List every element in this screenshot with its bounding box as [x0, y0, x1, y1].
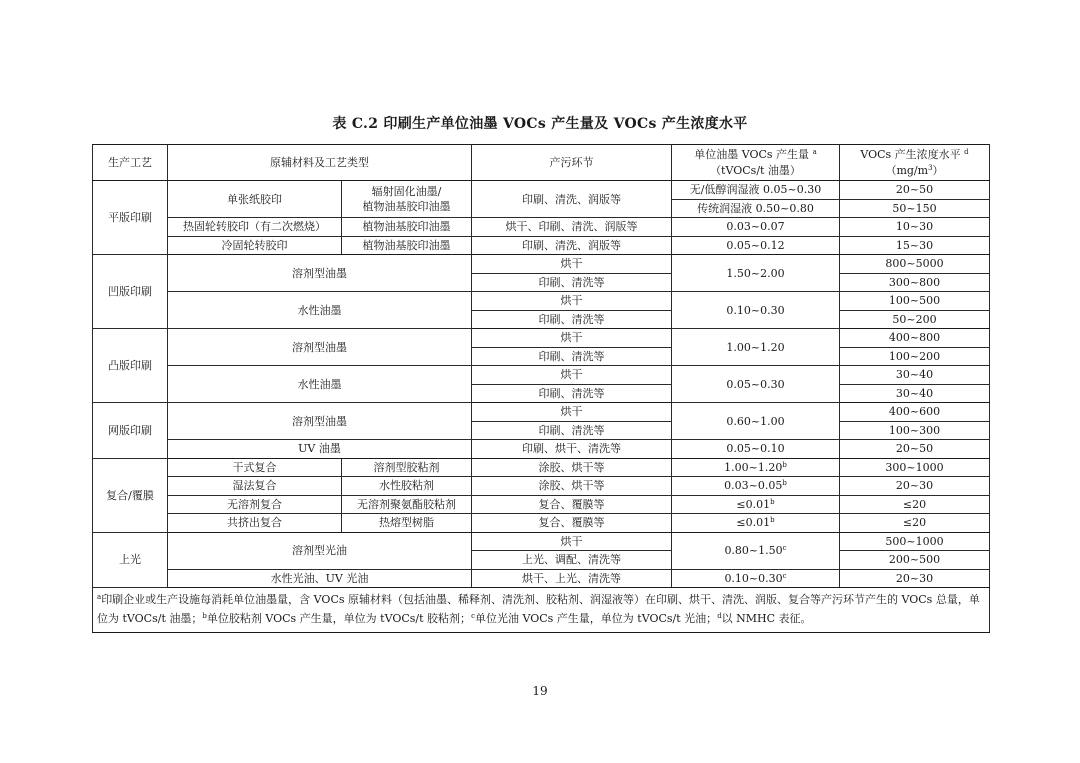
concentration-cell: 400~800 [840, 329, 990, 348]
stage-cell: 涂胶、烘干等 [472, 458, 672, 477]
table-row [93, 440, 990, 459]
material-cell: 溶剂型油墨 [168, 329, 472, 366]
material-adhesive-cell: 无溶剂聚氨酯胶粘剂 [342, 495, 472, 514]
output-cell: 0.03~0.07 [672, 218, 840, 237]
output-cell: 0.10~0.30 [672, 292, 840, 329]
output-cell: 0.05~0.10 [672, 440, 840, 459]
material-cell: UV 油墨 [168, 440, 472, 459]
process-gravure: 凹版印刷 [93, 255, 168, 329]
table-row [93, 218, 990, 237]
table-row [93, 495, 990, 514]
output-cell: 传统润湿液 0.50~0.80 [672, 199, 840, 218]
table-row [93, 569, 990, 588]
table-row [93, 477, 990, 496]
table-footnote: $^a$印刷企业或生产设施每消耗单位油墨量，含 VOCs 原辅材料（包括油墨、稀释剂、清洗剂、胶粘剂、润湿液等）在印刷、烘干、清洗、润版、复合等产污环节产生的 VOCs 总量，单位为 tVOCs/t 油墨；$^b$单位胶粘剂 VOCs 产生量，单位为 tVOCs/t 胶粘剂；$^c$单位光油 VOCs 产生量，单位为 tVOCs/t 光油；$^d$以 NMHC 表征。 [93, 588, 990, 633]
output-cell: 1.50~2.00 [672, 255, 840, 292]
stage-cell: 烘干 [472, 403, 672, 422]
header-process: 生产工艺 [93, 145, 168, 181]
stage-cell: 烘干 [472, 329, 672, 348]
table-row [93, 458, 990, 477]
material-cell: 溶剂型光油 [168, 532, 472, 569]
output-cell: 0.03~0.05$^b$ [672, 477, 840, 496]
stage-cell: 印刷、清洗、润版等 [472, 236, 672, 255]
table-row [93, 255, 990, 274]
table-row [93, 329, 990, 348]
page-title: 表 C.2 印刷生产单位油墨 VOCs 产生量及 VOCs 产生浓度水平 [332, 116, 748, 132]
material-adhesive-cell: 水性胶粘剂 [342, 477, 472, 496]
concentration-cell: 300~1000 [840, 458, 990, 477]
process-varnish: 上光 [93, 532, 168, 588]
process-screen: 网版印刷 [93, 403, 168, 459]
concentration-cell: 100~200 [840, 347, 990, 366]
concentration-cell: 20~30 [840, 477, 990, 496]
output-cell: 0.10~0.30$^c$ [672, 569, 840, 588]
output-cell: 0.05~0.30 [672, 366, 840, 403]
material-cell: 溶剂型油墨 [168, 403, 472, 440]
output-cell: 1.00~1.20$^b$ [672, 458, 840, 477]
concentration-cell: 300~800 [840, 273, 990, 292]
output-cell: 0.05~0.12 [672, 236, 840, 255]
stage-cell: 印刷、清洗等 [472, 384, 672, 403]
concentration-cell: 50~200 [840, 310, 990, 329]
table-row [93, 532, 990, 551]
concentration-cell: 15~30 [840, 236, 990, 255]
concentration-cell: 20~50 [840, 181, 990, 200]
concentration-cell: ≤20 [840, 514, 990, 533]
stage-cell: 复合、覆膜等 [472, 514, 672, 533]
material-ink-cell: 植物油基胶印油墨 [342, 236, 472, 255]
material-adhesive-cell: 溶剂型胶粘剂 [342, 458, 472, 477]
stage-cell: 烘干 [472, 255, 672, 274]
table-row [93, 366, 990, 385]
material-cell: 冷固轮转胶印 [168, 236, 342, 255]
material-ink-cell: 植物油基胶印油墨 [342, 218, 472, 237]
header-concentration: VOCs 产生浓度水平 $^d$ $(mg/m^3)$ [840, 145, 990, 181]
table-row [93, 292, 990, 311]
table-row [93, 514, 990, 533]
stage-cell: 烘干 [472, 366, 672, 385]
process-letterpress: 凸版印刷 [93, 329, 168, 403]
material-cell: 水性油墨 [168, 366, 472, 403]
stage-cell: 印刷、清洗等 [472, 310, 672, 329]
material-cell: 干式复合 [168, 458, 342, 477]
header-materials: 原辅材料及工艺类型 [168, 145, 472, 181]
material-cell: 共挤出复合 [168, 514, 342, 533]
header-pollution-stage: 产污环节 [472, 145, 672, 181]
table-row [93, 181, 990, 200]
concentration-cell: 100~300 [840, 421, 990, 440]
table-row [93, 403, 990, 422]
stage-cell: 复合、覆膜等 [472, 495, 672, 514]
material-cell: 湿法复合 [168, 477, 342, 496]
output-cell: 0.80~1.50$^c$ [672, 532, 840, 569]
material-ink-cell: 辐射固化油墨/ 植物油基胶印油墨 [342, 181, 472, 218]
material-cell: 水性光油、UV 光油 [168, 569, 472, 588]
stage-cell: 烘干、印刷、清洗、润版等 [472, 218, 672, 237]
output-cell: 1.00~1.20 [672, 329, 840, 366]
stage-cell: 印刷、清洗等 [472, 421, 672, 440]
material-cell: 单张纸胶印 [168, 181, 342, 218]
material-cell: 溶剂型油墨 [168, 255, 472, 292]
stage-cell: 印刷、清洗等 [472, 347, 672, 366]
page-number: 19 [532, 684, 548, 698]
stage-cell: 涂胶、烘干等 [472, 477, 672, 496]
footnote-row [93, 588, 990, 633]
output-cell: ≤0.01$^b$ [672, 514, 840, 533]
concentration-cell: 100~500 [840, 292, 990, 311]
concentration-cell: 20~30 [840, 569, 990, 588]
concentration-cell: 20~50 [840, 440, 990, 459]
material-cell: 水性油墨 [168, 292, 472, 329]
header-unit-output: 单位油墨 VOCs 产生量 $^a$ （tVOCs/t 油墨） [672, 145, 840, 181]
stage-cell: 印刷、清洗等 [472, 273, 672, 292]
table-header-row [93, 145, 990, 181]
material-cell: 无溶剂复合 [168, 495, 342, 514]
concentration-cell: 50~150 [840, 199, 990, 218]
stage-cell: 印刷、烘干、清洗等 [472, 440, 672, 459]
concentration-cell: 30~40 [840, 366, 990, 385]
process-lamination: 复合/覆膜 [93, 458, 168, 532]
table-row [93, 236, 990, 255]
concentration-cell: ≤20 [840, 495, 990, 514]
material-adhesive-cell: 热熔型树脂 [342, 514, 472, 533]
output-cell: 0.60~1.00 [672, 403, 840, 440]
output-cell: ≤0.01$^b$ [672, 495, 840, 514]
stage-cell: 烘干、上光、清洗等 [472, 569, 672, 588]
material-cell: 热固轮转胶印（有二次燃烧） [168, 218, 342, 237]
concentration-cell: 400~600 [840, 403, 990, 422]
stage-cell: 上光、调配、清洗等 [472, 551, 672, 570]
stage-cell: 烘干 [472, 532, 672, 551]
concentration-cell: 10~30 [840, 218, 990, 237]
stage-cell: 烘干 [472, 292, 672, 311]
output-cell: 无/低醇润湿液 0.05~0.30 [672, 181, 840, 200]
process-offset: 平版印刷 [93, 181, 168, 255]
concentration-cell: 800~5000 [840, 255, 990, 274]
concentration-cell: 200~500 [840, 551, 990, 570]
voc-table [92, 144, 990, 633]
concentration-cell: 30~40 [840, 384, 990, 403]
stage-cell: 印刷、清洗、润版等 [472, 181, 672, 218]
concentration-cell: 500~1000 [840, 532, 990, 551]
